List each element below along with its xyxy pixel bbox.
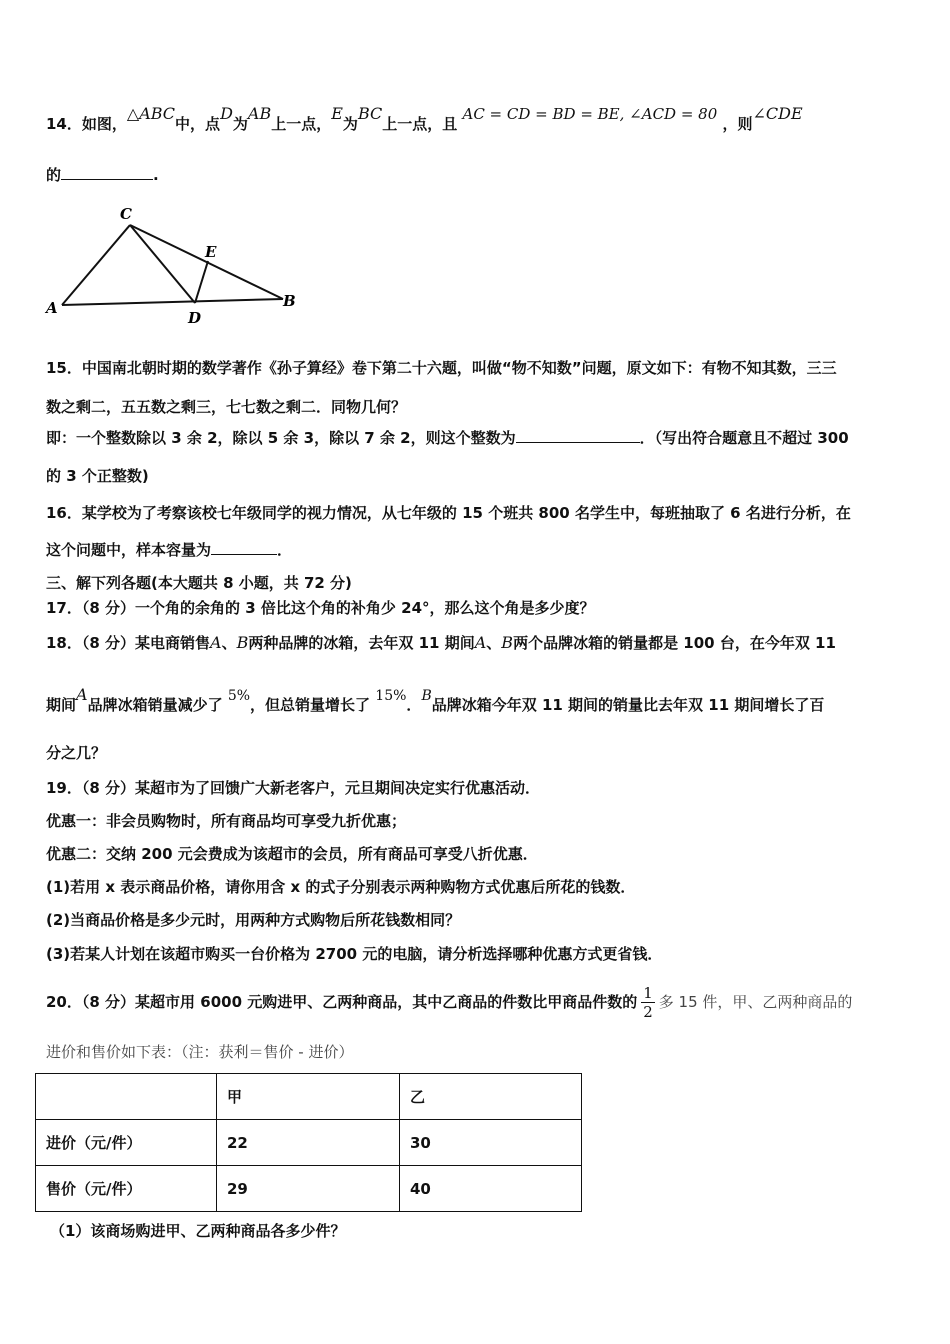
label-e: E: [205, 243, 217, 261]
text: 两个品牌冰箱的销量都是 100 台，在今年双 11: [513, 634, 836, 652]
text: 18．（8 分）某电商销售: [46, 634, 211, 652]
q14-line1: [46, 104, 803, 134]
segment-cb: [130, 225, 283, 299]
table-cell: 40: [400, 1166, 582, 1212]
q19-line2: 优惠一：非会员购物时，所有商品均可享受九折优惠；: [46, 812, 407, 830]
fraction-denominator: 2: [643, 1003, 653, 1021]
math: E: [331, 104, 343, 123]
text: 、: [221, 634, 237, 652]
question-number: 14．: [46, 115, 82, 133]
table-row: [36, 1166, 582, 1212]
math: A: [474, 633, 487, 652]
text: 20．（8 分）某超市用 6000 元购进甲、乙两种商品，其中乙商品的件数比甲商品件数的: [46, 993, 638, 1011]
label-d: D: [188, 309, 202, 327]
text: 这个问题中，样本容量为: [46, 541, 212, 559]
triangle-figure: [40, 195, 310, 330]
q16-line1: 16．某学校为了考察该校七年级同学的视力情况，从七年级的 15 个班共 800 名学生中，每班抽取了 6 名进行分析，在: [46, 504, 851, 522]
text: 品牌冰箱销量减少了: [87, 696, 223, 714]
label-c: C: [120, 205, 132, 223]
math: D: [220, 104, 233, 123]
math: 5%: [227, 688, 251, 704]
text: 期间: [46, 696, 77, 714]
segment-ca: [62, 225, 130, 305]
text: 品牌冰箱今年双 11 期间的销量比去年双 11 期间增长了百: [431, 696, 825, 714]
answer-blank[interactable]: [211, 540, 277, 555]
segment-ab: [62, 299, 283, 305]
text: 即：一个整数除以 3 余 2，除以 5 余 3，除以 7 余 2，则这个整数为: [46, 429, 516, 447]
q17-line: 17．（8 分）一个角的余角的 3 倍比这个角的补角少 24°，那么这个角是多少度？: [46, 599, 595, 617]
table-cell: [36, 1074, 217, 1120]
segment-cd: [130, 225, 195, 303]
segment-de: [195, 261, 208, 303]
price-table: [35, 1073, 582, 1212]
q15-line3: [46, 428, 849, 448]
q20-line2: 进价和售价如下表：（注：获利＝售价 - 进价）: [46, 1043, 354, 1061]
text: ．: [277, 541, 293, 559]
math: A: [210, 633, 222, 652]
math: B: [501, 633, 514, 652]
q20-line1: [46, 982, 852, 1022]
table-cell: 乙: [400, 1074, 582, 1120]
text: 、: [486, 634, 502, 652]
text: 多 15 件，甲、乙两种商品的: [658, 993, 853, 1011]
q15-line2: 数之剩二，五五数之剩三，七七数之剩二．同物几何？: [46, 398, 407, 416]
section-heading: 三、解下列各题(本大题共 8 小题，共 72 分): [46, 574, 352, 592]
math: BC: [357, 104, 383, 123]
text: 两种品牌的冰箱，去年双 11 期间: [248, 634, 475, 652]
math: △ABC: [126, 104, 176, 123]
text: 上一点，且: [382, 115, 458, 133]
math: B: [236, 633, 249, 652]
table-row: [36, 1074, 582, 1120]
text: ，则: [722, 115, 753, 133]
fraction: [641, 984, 655, 1021]
math: 15%: [375, 688, 407, 704]
text: ．: [406, 696, 422, 714]
q16-line2: [46, 540, 292, 560]
q20-sub1: （1）该商场购进甲、乙两种商品各多少件？: [50, 1222, 346, 1240]
table-cell: 30: [400, 1120, 582, 1166]
answer-blank[interactable]: [516, 428, 640, 443]
text: 为: [232, 115, 248, 133]
label-b: B: [283, 292, 296, 310]
text: ．（写出符合题意且不超过 300: [639, 429, 849, 447]
q15-line1: 15．中国南北朝时期的数学著作《孙子算经》卷下第二十六题，叫做“物不知数”问题，原文如下：有物不知其数，三三: [46, 359, 837, 377]
text: 中，点: [175, 115, 221, 133]
table-cell: 22: [217, 1120, 400, 1166]
answer-blank[interactable]: [61, 165, 153, 180]
text: 上一点，: [271, 115, 332, 133]
math: AC = CD = BD = BE, ∠ACD = 80: [462, 105, 718, 123]
q19-line6: (3)若某人计划在该超市购买一台价格为 2700 元的电脑，请分析选择哪种优惠方式更省钱．: [46, 945, 663, 963]
q19-line4: (1)若用 x 表示商品价格，请你用含 x 的式子分别表示两种购物方式优惠后所花的钱数．: [46, 878, 636, 896]
math: B: [421, 688, 432, 704]
text: 为: [342, 115, 358, 133]
q19-line5: (2)当商品价格是多少元时，用两种方式购物后所花钱数相同？: [46, 911, 461, 929]
text: ，但总销量增长了: [250, 696, 371, 714]
q18-line3: 分之几？: [46, 744, 107, 762]
table-cell: 29: [217, 1166, 400, 1212]
text: .: [153, 166, 159, 184]
table-row: [36, 1120, 582, 1166]
q15-line4: 的 3 个正整数): [46, 467, 149, 485]
table-cell: 进价（元/件）: [36, 1120, 217, 1166]
math: ∠CDE: [752, 104, 803, 123]
label-a: A: [46, 299, 58, 317]
math: A: [76, 685, 88, 704]
text: 的: [46, 166, 62, 184]
text: 如图，: [81, 115, 127, 133]
table-cell: 售价（元/件）: [36, 1166, 217, 1212]
fraction-numerator: 1: [643, 984, 653, 1002]
math: AB: [247, 104, 272, 123]
q18-line1: [46, 633, 836, 653]
table-cell: 甲: [217, 1074, 400, 1120]
q14-line2: [46, 165, 159, 185]
q18-line2: [46, 685, 825, 716]
q19-line3: 优惠二：交纳 200 元会费成为该超市的会员，所有商品可享受八折优惠．: [46, 845, 538, 863]
q19-line1: 19．（8 分）某超市为了回馈广大新老客户，元旦期间决定实行优惠活动．: [46, 779, 541, 797]
